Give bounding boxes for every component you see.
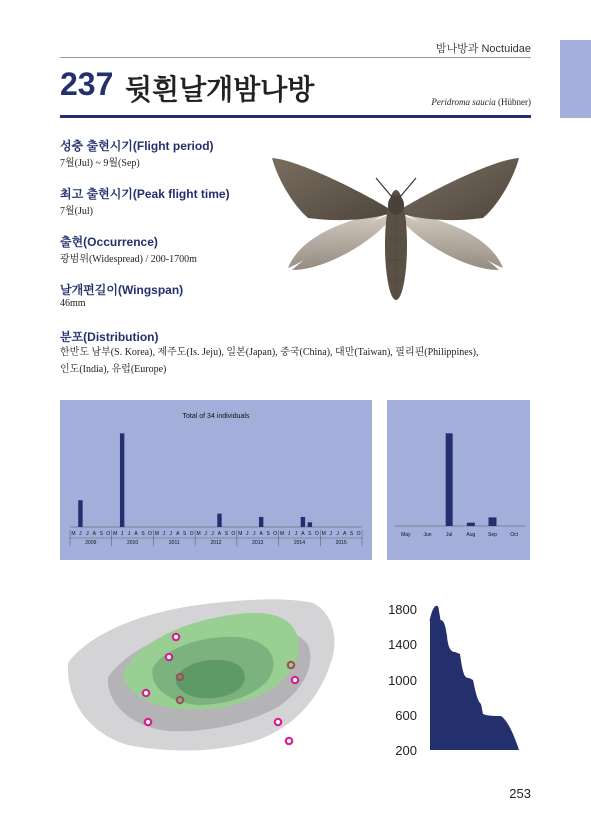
flight-period-label: 성충 출현시기(Flight period) <box>60 139 214 153</box>
record-marker <box>286 738 292 744</box>
month-tick-label: S <box>141 531 145 537</box>
month-tick-label: S <box>183 531 187 537</box>
chart-bar <box>467 523 475 526</box>
month-tick-label: M <box>196 531 201 537</box>
month-tick-label: Aug <box>466 532 476 538</box>
month-tick-label: J <box>246 531 249 537</box>
chart-bar <box>308 522 312 527</box>
month-tick-label: A <box>342 531 347 537</box>
header-divider <box>60 57 531 58</box>
month-tick-label: O <box>148 531 152 537</box>
month-tick-label: M <box>279 531 285 537</box>
month-tick-label: A <box>134 531 138 537</box>
chart-title: Total of 34 individuals <box>182 413 250 420</box>
month-tick-label: S <box>224 531 229 537</box>
category-header: 밤나방과 Noctuidae <box>435 43 531 55</box>
month-tick-label: Oct <box>510 532 519 538</box>
year-tick-label: 2010 <box>127 540 139 546</box>
wingspan-value: 46mm <box>60 298 86 309</box>
wingspan-label: 날개편길이(Wingspan) <box>60 283 184 297</box>
month-tick-label: A <box>176 531 180 537</box>
species-number: 237 <box>60 66 114 102</box>
month-tick-label: J <box>252 531 256 537</box>
month-tick-label: Jul <box>445 532 453 538</box>
month-tick-label: J <box>294 531 298 537</box>
month-tick-label: O <box>189 531 194 537</box>
moth-specimen-image <box>268 150 523 330</box>
altitude-tick-label: 600 <box>395 708 417 723</box>
month-tick-label: J <box>204 531 207 537</box>
scientific-name-italic: Peridroma saucia <box>431 97 496 107</box>
chart-bar <box>489 517 497 526</box>
month-tick-label: J <box>79 531 82 537</box>
year-tick-label: 2011 <box>168 540 180 546</box>
chart-bar <box>78 500 82 527</box>
year-tick-label: 2012 <box>210 540 222 546</box>
monthly-chart-panel <box>387 400 530 560</box>
month-tick-label: May <box>401 532 411 538</box>
record-marker <box>275 719 281 725</box>
record-marker <box>166 654 172 660</box>
distribution-value: 한반도 남부(S. Korea), 제주도(Is. Jeju), 일본(Japan), 중국(China), 대만(Taiwan), 필리핀(Philippines), 인도(India), 유럽(Europe) <box>60 347 479 375</box>
occurrence-label: 출현(Occurrence) <box>60 235 158 249</box>
month-tick-label: J <box>169 531 173 537</box>
month-tick-label: Sep <box>488 532 497 538</box>
month-tick-label: O <box>231 531 236 537</box>
record-marker <box>145 719 151 725</box>
yearly-occurrence-chart <box>60 400 372 560</box>
month-tick-label: S <box>308 531 312 537</box>
chart-bar <box>217 514 221 527</box>
month-tick-label: O <box>356 531 361 537</box>
month-tick-label: O <box>106 531 111 537</box>
month-tick-label: J <box>211 531 214 537</box>
month-tick-label: S <box>266 531 270 537</box>
page-number: 253 <box>509 786 531 801</box>
record-marker <box>173 634 179 640</box>
month-tick-label: J <box>127 531 131 537</box>
chapter-tab <box>560 40 591 118</box>
month-tick-label: S <box>349 531 354 537</box>
occurrence-value: 광범위(Widespread) / 200-1700m <box>60 254 197 265</box>
month-tick-label: M <box>71 531 76 537</box>
month-tick-label: J <box>329 531 332 537</box>
altitude-area <box>430 606 519 750</box>
jeju-distribution-map <box>58 595 343 765</box>
month-tick-label: Jun <box>423 532 432 538</box>
month-tick-label: M <box>154 531 159 537</box>
flight-period-value: 7월(Jul) ~ 9월(Sep) <box>60 158 140 169</box>
year-tick-label: 2009 <box>85 540 97 546</box>
chart-bar <box>259 517 263 527</box>
month-tick-label: J <box>287 531 291 537</box>
month-tick-label: A <box>217 531 222 537</box>
month-tick-label: O <box>273 531 278 537</box>
month-tick-label: J <box>162 531 166 537</box>
altitude-tick-label: 200 <box>395 743 417 756</box>
year-tick-label: 2013 <box>252 540 264 546</box>
species-korean-name: 뒷흰날개밤나방 <box>125 74 315 105</box>
month-tick-label: O <box>314 531 319 537</box>
peak-flight-value: 7월(Jul) <box>60 206 93 217</box>
month-tick-label: J <box>86 531 89 537</box>
month-tick-label: A <box>259 531 263 537</box>
scientific-name <box>431 97 531 107</box>
title-divider <box>60 115 531 118</box>
scientific-author: (Hübner) <box>498 97 531 107</box>
altitude-profile-chart <box>385 596 525 756</box>
record-marker <box>143 690 149 696</box>
peak-flight-label: 최고 출현시기(Peak flight time) <box>60 187 230 201</box>
chart-bar <box>120 433 124 527</box>
year-tick-label: 2015 <box>335 540 347 546</box>
chart-bar <box>446 433 453 526</box>
month-tick-label: A <box>301 531 305 537</box>
monthly-occurrence-chart <box>387 400 530 560</box>
altitude-tick-label: 1000 <box>388 673 417 688</box>
month-tick-label: M <box>113 531 118 537</box>
month-tick-label: A <box>92 531 97 537</box>
year-tick-label: 2014 <box>293 540 305 546</box>
month-tick-label: S <box>99 531 103 537</box>
month-tick-label: J <box>336 531 339 537</box>
chart-bar <box>301 517 305 527</box>
month-tick-label: J <box>120 531 124 537</box>
yearly-chart-panel <box>60 400 372 560</box>
month-tick-label: M <box>238 531 243 537</box>
record-marker <box>292 677 298 683</box>
altitude-tick-label: 1800 <box>388 602 417 617</box>
distribution-label: 분포(Distribution) <box>60 330 159 344</box>
month-tick-label: M <box>321 531 326 537</box>
altitude-tick-label: 1400 <box>388 637 417 652</box>
